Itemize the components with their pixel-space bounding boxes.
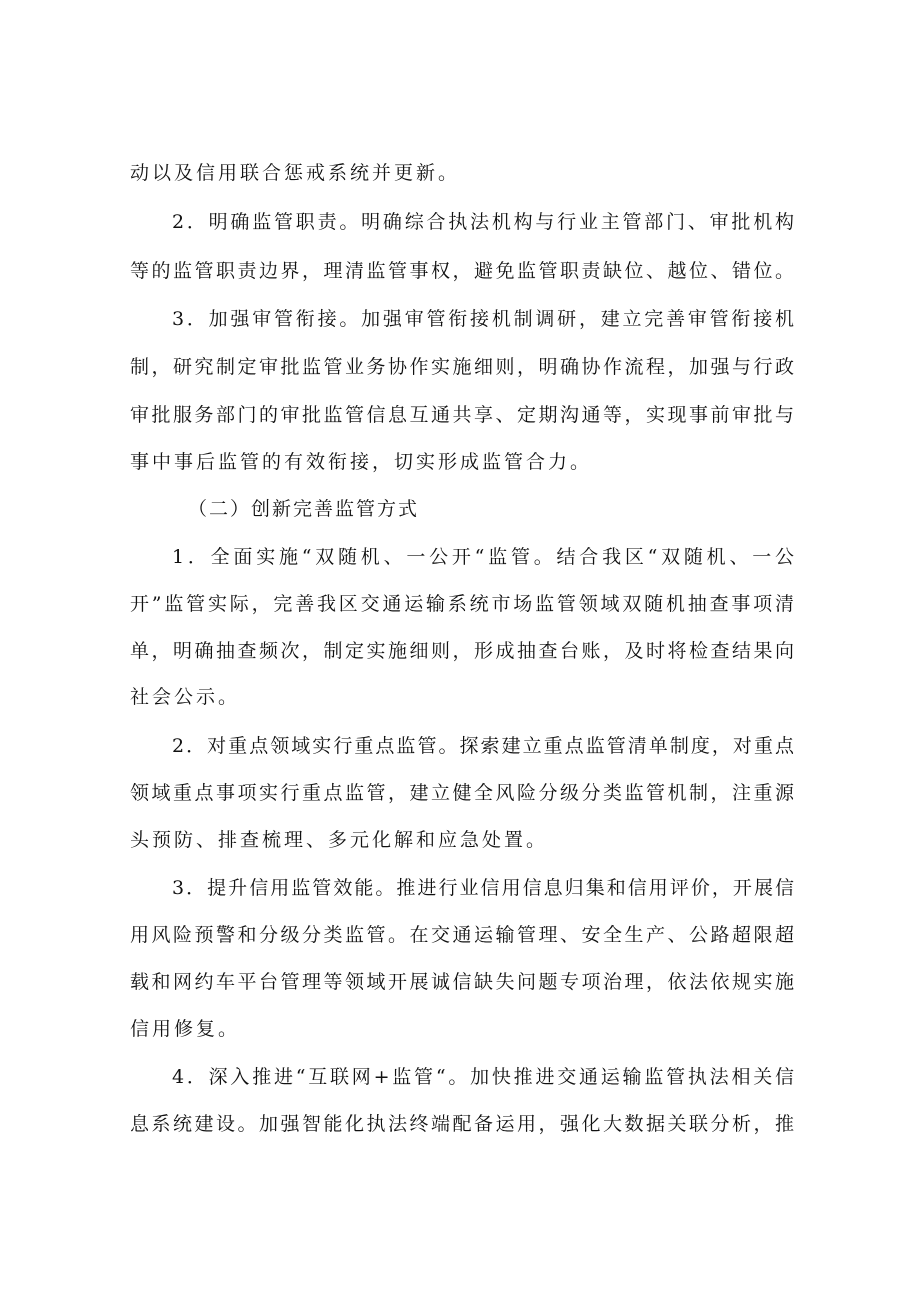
- paragraph-line: 领域重点事项实行重点监管，建立健全风险分级分类监管机制，注重源: [130, 782, 794, 804]
- paragraph-line: 制，研究制定审批监管业务协作实施细则，明确协作流程，加强与行政: [130, 356, 794, 378]
- paragraph-line-item-2-start: 2．明确监管职责。明确综合执法机构与行业主管部门、审批机构: [172, 211, 794, 233]
- paragraph-line: 审批服务部门的审批监管信息互通共享、定期沟通等，实现事前审批与: [130, 404, 794, 426]
- paragraph-line-item-2-end: 等的监管职责边界，理清监管事权，避免监管职责缺位、越位、错位。: [130, 260, 794, 282]
- paragraph-line-item-1-start: 1．全面实施“双随机、一公开“监管。结合我区“双随机、一公: [172, 546, 794, 568]
- paragraph-line-item-2b-end: 头预防、排查梳理、多元化解和应急处置。: [130, 829, 549, 851]
- paragraph-line-item-2b-start: 2．对重点领域实行重点监管。探索建立重点监管清单制度，对重点: [172, 735, 794, 757]
- paragraph-line-item-3b-end: 信用修复。: [130, 1018, 241, 1040]
- paragraph-line-item-3b-start: 3．提升信用监管效能。推进行业信用信息归集和信用评价，开展信: [172, 877, 794, 899]
- paragraph-line-continuation: 动以及信用联合惩戒系统并更新。: [130, 162, 461, 184]
- paragraph-line-item-3-start: 3．加强审管衔接。加强审管衔接机制调研，建立完善审管衔接机: [172, 308, 794, 330]
- paragraph-line-item-3-end: 事中事后监管的有效衔接，切实形成监管合力。: [130, 451, 593, 473]
- paragraph-line-item-1-end: 社会公示。: [130, 686, 241, 708]
- section-heading: （二）创新完善监管方式: [188, 498, 420, 520]
- paragraph-line: 用风险预警和分级分类监管。在交通运输管理、安全生产、公路超限超: [130, 924, 794, 946]
- paragraph-line: 开”监管实际，完善我区交通运输系统市场监管领域双随机抽查事项清: [130, 593, 794, 615]
- paragraph-line-item-4-start: 4．深入推进“互联网+监管“。加快推进交通运输监管执法相关信: [172, 1066, 794, 1088]
- paragraph-line-item-4-cont: 息系统建设。加强智能化执法终端配备运用，强化大数据关联分析，推: [130, 1113, 794, 1135]
- paragraph-line: 单，明确抽查频次，制定实施细则，形成抽查台账，及时将检查结果向: [130, 640, 794, 662]
- paragraph-line: 载和网约车平台管理等领域开展诚信缺失问题专项治理，依法依规实施: [130, 971, 794, 993]
